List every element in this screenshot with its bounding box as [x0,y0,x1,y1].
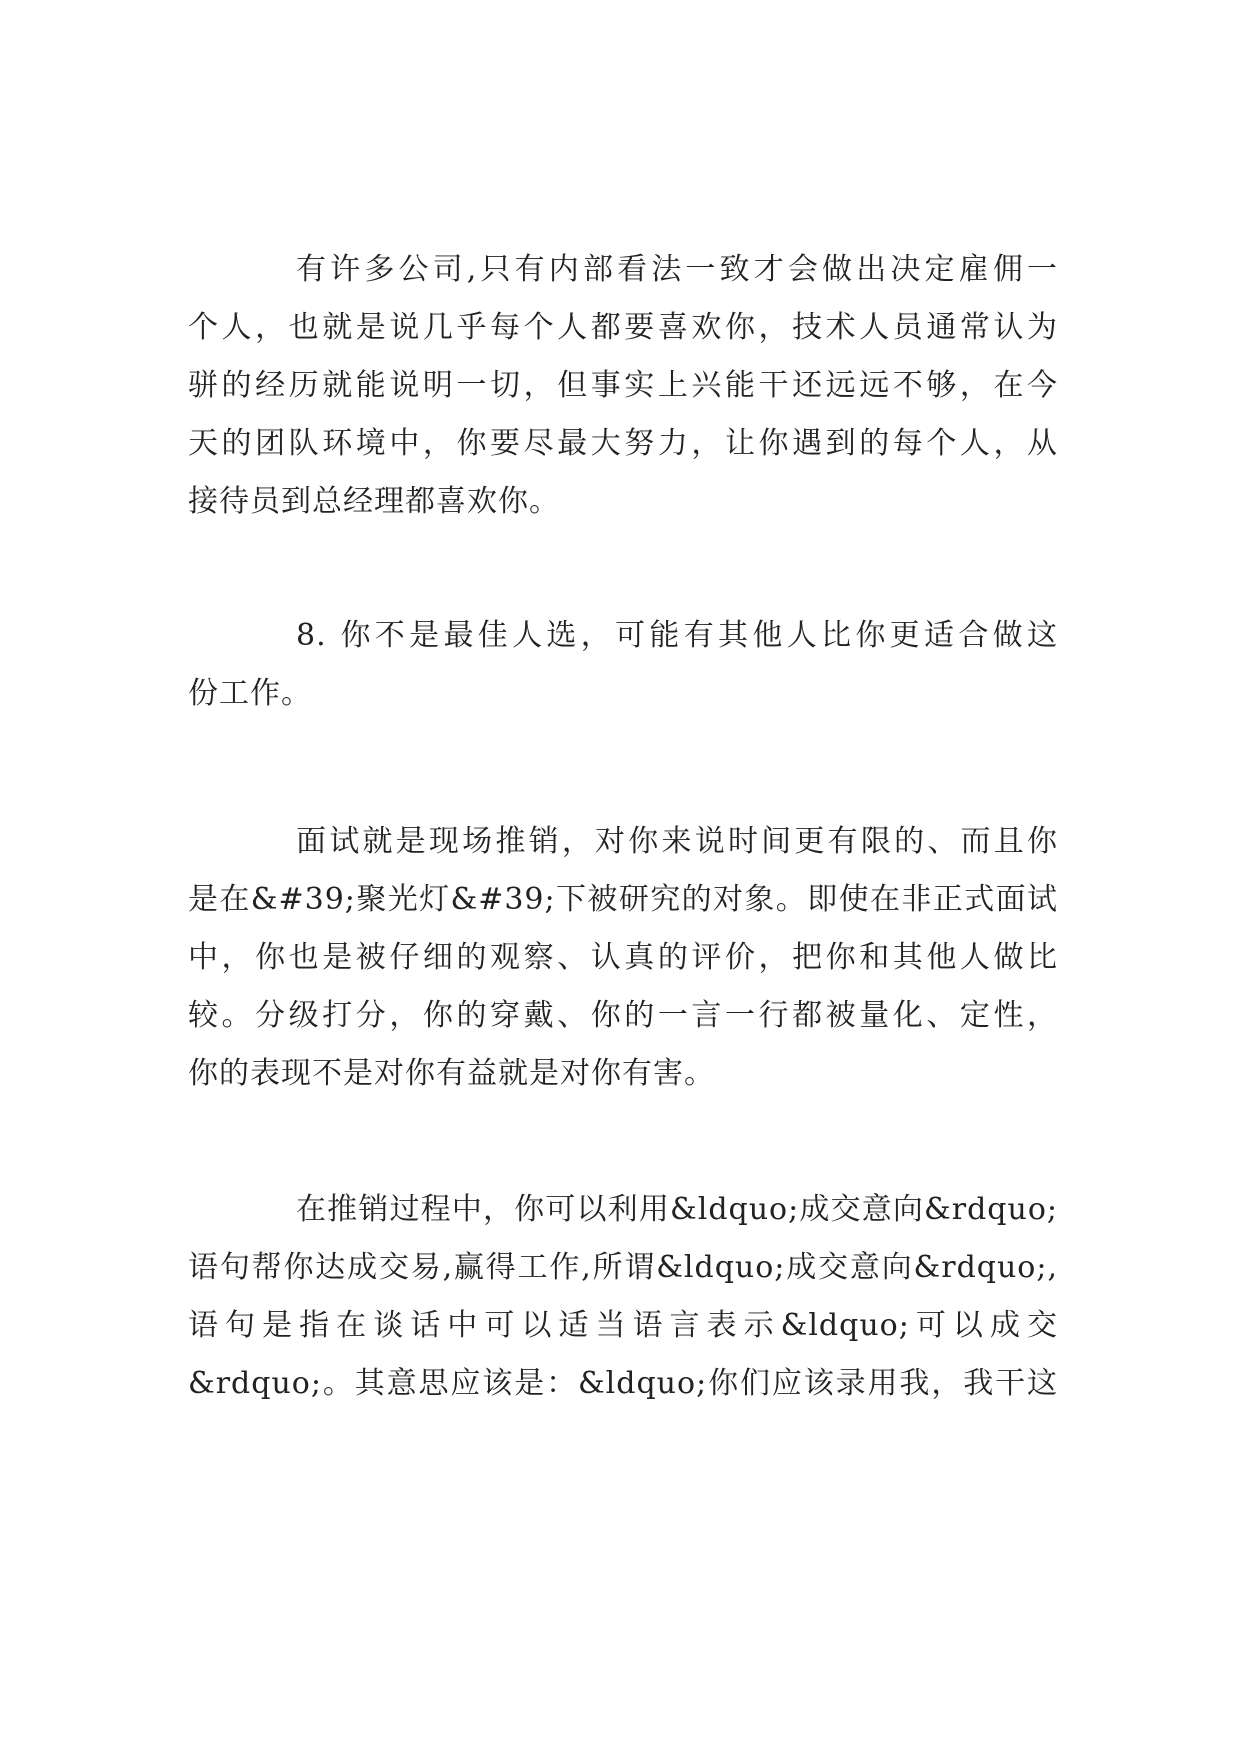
paragraph-line: 骈的经历就能说明一切，但事实上兴能干还远远不够，在今 [188,368,1058,403]
paragraph-line: 接待员到总经理都喜欢你。 [188,484,560,519]
paragraph-line: 天的团队环境中，你要尽最大努力，让你遇到的每个人，从 [188,426,1058,461]
paragraph-line: 语句是指在谈话中可以适当语言表示&ldquo;可以成交 [188,1308,1058,1343]
paragraph-line: 有许多公司,只有内部看法一致才会做出决定雇佣一 [296,252,1058,287]
paragraph-line: 中，你也是被仔细的观察、认真的评价，把你和其他人做比 [188,940,1058,975]
paragraph-1 [188,241,1058,531]
paragraph-line: 语句帮你达成交易,赢得工作,所谓&ldquo;成交意向&rdquo;, [188,1250,1058,1285]
paragraph-2 [188,607,1058,723]
paragraph-line: 个人，也就是说几乎每个人都要喜欢你，技术人员通常认为 [188,310,1058,345]
paragraph-4 [188,1181,1058,1413]
paragraph-line: 是在&#39;聚光灯&#39;下被研究的对象。即使在非正式面试 [188,882,1058,917]
paragraph-line: 8. 你不是最佳人选，可能有其他人比你更适合做这 [296,618,1058,653]
paragraph-line: 面试就是现场推销，对你来说时间更有限的、而且你 [296,824,1058,859]
paragraph-line: 你的表现不是对你有益就是对你有害。 [188,1056,715,1091]
paragraph-line: 份工作。 [188,676,312,711]
paragraph-line: 较。分级打分，你的穿戴、你的一言一行都被量化、定性， [188,998,1058,1033]
paragraph-line: &rdquo;。其意思应该是：&ldquo;你们应该录用我，我干这 [188,1366,1058,1401]
paragraph-line: 在推销过程中，你可以利用&ldquo;成交意向&rdquo; [296,1192,1058,1227]
paragraph-3 [188,813,1058,1103]
